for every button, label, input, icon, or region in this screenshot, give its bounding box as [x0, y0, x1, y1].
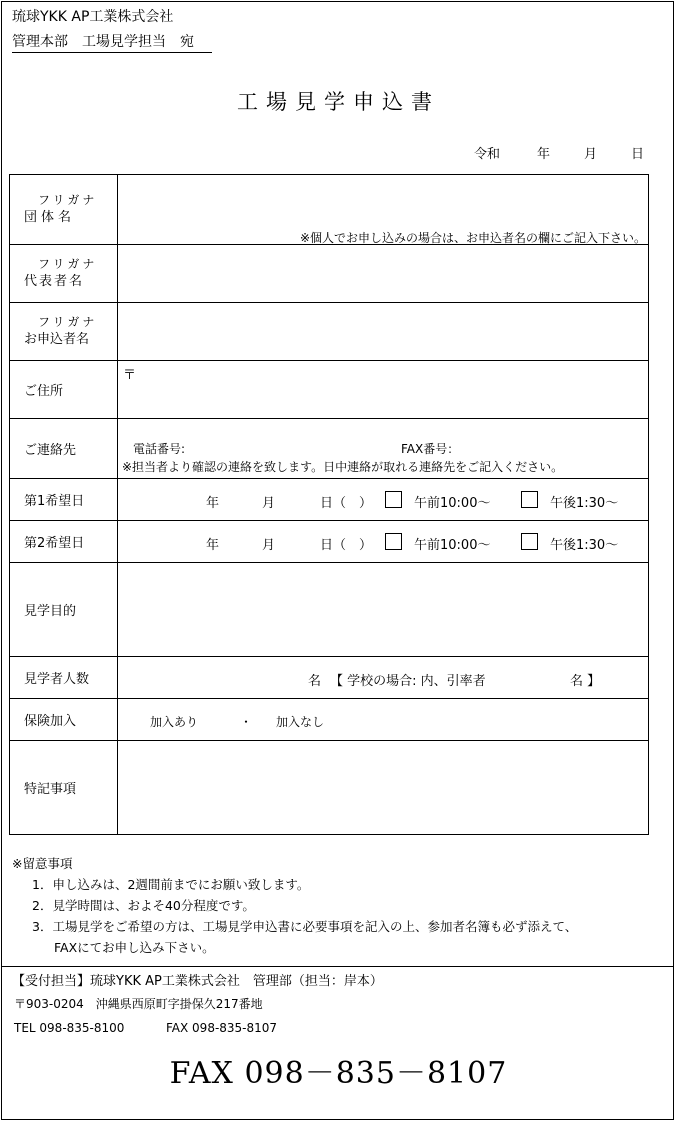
choice2-label: 第2希望日 [10, 521, 118, 563]
choice2-day: 日（ ） [320, 537, 373, 553]
rep-label-cell [10, 245, 118, 303]
school-note: 【 学校の場合: 内、引率者 [330, 673, 486, 689]
row-remarks [10, 741, 649, 835]
reception-tel: TEL 098-835-8100 [14, 1021, 125, 1035]
row-address [10, 361, 649, 419]
choice2-field[interactable] [118, 521, 649, 563]
group-name-field[interactable] [118, 175, 649, 245]
reception-contact: 【受付担当】琉球YKK AP工業株式会社 管理部（担当：岸本） [12, 974, 383, 989]
applicant-label: お申込者名 [24, 331, 90, 347]
group-furigana: フリガナ [38, 192, 98, 207]
choice1-am-label: 午前10:00～ [414, 495, 491, 511]
note-item-2: 2．見学時間は、およそ40分程度です。 [32, 898, 255, 913]
note-item-3: 3．工場見学をご希望の方は、工場見学申込書に必要事項を記入の上、参加者名簿も必ず添えて、 [32, 919, 578, 934]
choice2-pm-checkbox[interactable] [521, 533, 538, 550]
form-title: 工場見学申込書 [237, 90, 440, 114]
address-label: ご住所 [10, 361, 118, 419]
visitors-label: 見学者人数 [10, 657, 118, 699]
note-item-3-continued: FAXにてお申し込み下さい。 [54, 940, 215, 955]
date-day: 日 [631, 147, 645, 162]
contact-note: ※担当者より確認の連絡を致します。日中連絡が取れる連絡先をご記入ください。 [122, 459, 564, 474]
choice2-pm-label: 午後1:30～ [550, 537, 619, 553]
school-unit: 名 】 [570, 673, 601, 689]
row-visitors [10, 657, 649, 699]
choice1-year: 年 [206, 495, 220, 511]
choice2-year: 年 [206, 537, 220, 553]
row-group-name [10, 175, 649, 245]
row-choice-2 [10, 521, 649, 563]
date-year: 年 [537, 147, 551, 162]
remarks-field[interactable] [118, 741, 649, 835]
company-name: 琉球YKK AP工業株式会社 [12, 9, 174, 25]
applicant-name-field[interactable] [118, 303, 649, 361]
choice1-pm-checkbox[interactable] [521, 491, 538, 508]
choice2-am-checkbox[interactable] [385, 533, 402, 550]
group-label: 団体名 [24, 209, 76, 225]
reception-fax: FAX 098-835-8107 [166, 1021, 278, 1035]
visitors-field[interactable] [118, 657, 649, 699]
visitors-unit: 名 [308, 673, 322, 689]
applicant-furigana: フリガナ [38, 314, 98, 329]
addressee-department: 管理本部 工場見学担当 宛 [12, 31, 212, 53]
purpose-label: 見学目的 [10, 563, 118, 657]
notes-section [12, 853, 577, 958]
group-note: ※個人でお申し込みの場合は、お申込者名の欄にご記入下さい。 [299, 230, 646, 245]
group-label-cell [10, 175, 118, 245]
rep-name-field[interactable] [118, 245, 649, 303]
choice1-am-checkbox[interactable] [385, 491, 402, 508]
insurance-no[interactable]: 加入なし [276, 714, 325, 729]
date-era: 令和 [474, 147, 501, 162]
choice1-day: 日（ ） [320, 495, 373, 511]
contact-label: ご連絡先 [10, 419, 118, 479]
insurance-yes[interactable]: 加入あり [150, 714, 199, 729]
row-representative [10, 245, 649, 303]
row-choice-1 [10, 479, 649, 521]
insurance-separator: ・ [240, 714, 253, 729]
application-table [9, 174, 649, 835]
purpose-field[interactable] [118, 563, 649, 657]
note-item-1: 1．申し込みは、2週間前までにお願い致します。 [32, 877, 310, 892]
insurance-field[interactable] [118, 699, 649, 741]
notes-heading: ※留意事項 [12, 856, 73, 871]
postal-mark: 〒 [123, 367, 137, 383]
choice2-am-label: 午前10:00～ [414, 537, 491, 553]
remarks-label: 特記事項 [10, 741, 118, 835]
date-month: 月 [584, 147, 598, 162]
row-purpose [10, 563, 649, 657]
fax-number-large: FAX 098－835－8107 [169, 1056, 508, 1091]
fax-label: FAX番号： [401, 441, 460, 456]
reception-divider [1, 966, 674, 967]
choice1-field[interactable] [118, 479, 649, 521]
reception-address: 〒903-0204 沖縄県西原町字掛保久217番地 [14, 997, 263, 1011]
choice2-month: 月 [262, 537, 276, 553]
rep-furigana: フリガナ [38, 256, 98, 271]
address-field[interactable] [118, 361, 649, 419]
choice1-label: 第1希望日 [10, 479, 118, 521]
applicant-label-cell [10, 303, 118, 361]
choice1-month: 月 [262, 495, 276, 511]
row-contact [10, 419, 649, 479]
contact-field[interactable] [118, 419, 649, 479]
phone-label: 電話番号: [133, 441, 186, 456]
row-insurance [10, 699, 649, 741]
insurance-label: 保険加入 [10, 699, 118, 741]
choice1-pm-label: 午後1:30～ [550, 495, 619, 511]
rep-label: 代表者名 [24, 273, 85, 289]
row-applicant [10, 303, 649, 361]
